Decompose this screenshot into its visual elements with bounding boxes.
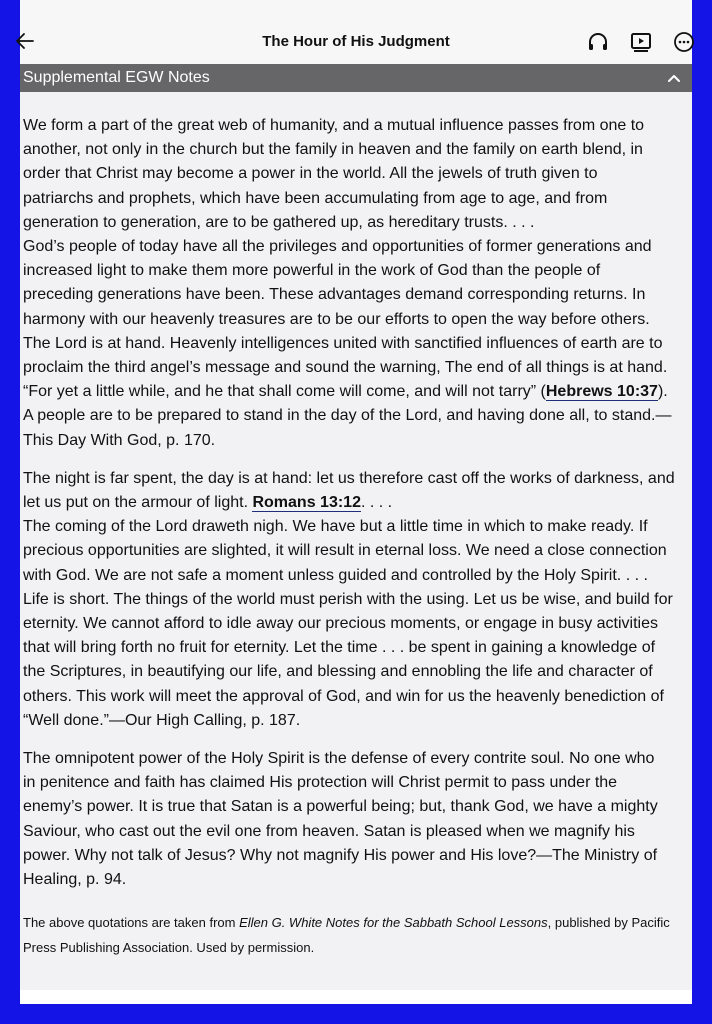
attribution-footnote xyxy=(23,910,689,960)
text-line: that will bring forth no fruit for eternity. Let the time . . . be spent in gaining a knowledge of xyxy=(23,639,656,657)
text-line: This Day With God, p. 170. xyxy=(23,431,216,449)
paragraph-3 xyxy=(23,747,689,892)
text-line: harmony with our heavenly treasures are to be our efforts to open the way before others. xyxy=(23,310,650,328)
text-line: The coming of the Lord draweth nigh. We have but a little time in which to make ready. If xyxy=(23,518,648,536)
text-line: preceding generations have been. These advantages demand corresponding returns. In xyxy=(23,286,646,304)
play-video-icon[interactable] xyxy=(629,30,653,54)
text-line: proclaim the third angel’s message and sound the warning, The end of all things is at hand. xyxy=(23,359,668,377)
text-line: generation to generation, are to be gathered up, as hereditary trusts. . . . xyxy=(23,213,535,231)
text-line: Press Publishing Association. Used by permission. xyxy=(23,940,315,956)
text-line: “Well done.”—Our High Calling, p. 187. xyxy=(23,711,301,729)
paragraph-1 xyxy=(23,114,689,453)
text-line: the Scriptures, in beautifying our life, and blessing and ennobling the life and character of xyxy=(23,663,653,681)
text-line: in penitence and faith has claimed His protection will Christ permit to pass under the xyxy=(23,774,618,792)
text-line: The night is far spent, the day is at hand: let us therefore cast off the works of darkness, and xyxy=(23,469,675,487)
text-line xyxy=(23,491,689,515)
text-line: The omnipotent power of the Holy Spirit is the defense of every contrite soul. No one who xyxy=(23,750,655,768)
text-run: , published by Pacific xyxy=(547,915,670,931)
text-line: with God. We are not safe a moment unless guided and controlled by the Holy Spirit. . . . xyxy=(23,566,648,584)
text-line: precious opportunities are slighted, it will result in eternal loss. We need a close connection xyxy=(23,542,667,560)
text-line xyxy=(23,380,689,404)
top-bar xyxy=(20,0,692,64)
page-title: The Hour of His Judgment xyxy=(262,33,450,50)
text-line: The Lord is at hand. Heavenly intelligences united with sanctified influences of earth are to xyxy=(23,334,663,352)
text-line xyxy=(23,910,689,935)
section-header[interactable] xyxy=(20,64,692,92)
text-line: increased light to make them more powerful in the work of God than the people of xyxy=(23,262,601,280)
chevron-up-icon[interactable] xyxy=(664,68,684,88)
book-title: Ellen G. White Notes for the Sabbath School Lessons xyxy=(239,915,548,931)
text-run: ). xyxy=(657,383,668,401)
text-line: Healing, p. 94. xyxy=(23,871,127,889)
paragraph-2 xyxy=(23,467,689,733)
text-line: Saviour, who cast out the evil one from heaven. Satan is pleased when we magnify his xyxy=(23,822,635,840)
text-run: The above quotations are taken from xyxy=(23,915,240,931)
text-line: another, not only in the church but the family in heaven and the family on earth blend, in xyxy=(23,141,643,159)
headphones-icon[interactable] xyxy=(586,30,610,54)
text-line: Life is short. The things of the world must perish with the using. Let us be wise, and build for xyxy=(23,590,673,608)
text-line: eternity. We cannot afford to idle away our precious moments, or engage in busy activities xyxy=(23,615,658,633)
text-line: power. Why not talk of Jesus? Why not magnify His power and His love?—The Ministry of xyxy=(23,846,658,864)
scripture-link-romans[interactable]: Romans 13:12 xyxy=(252,494,361,512)
app-window xyxy=(20,0,692,1004)
section-title: Supplemental EGW Notes xyxy=(23,69,210,86)
text-line: others. This work will meet the approval of God, and win for us the heavenly benediction of xyxy=(23,687,664,705)
bottom-strip xyxy=(20,990,692,1004)
text-line: A people are to be prepared to stand in the day of the Lord, and having done all, to stand.— xyxy=(23,407,672,425)
notes-content xyxy=(23,114,689,960)
text-line: We form a part of the great web of humanity, and a mutual influence passes from one to xyxy=(23,117,645,134)
text-line: God’s people of today have all the privileges and opportunities of former generations and xyxy=(23,238,652,256)
text-line: order that Christ may become a power in the world. All the jewels of truth given to xyxy=(23,165,598,183)
text-line: enemy’s power. It is true that Satan is a powerful being; but, thank God, we have a mighty xyxy=(23,798,658,816)
text-run: let us put on the armour of light. xyxy=(23,494,253,512)
more-options-icon[interactable] xyxy=(672,30,696,54)
text-run: “For yet a little while, and he that shall come will come, and will not tarry” ( xyxy=(23,383,546,401)
text-line: patriarchs and prophets, which have been accumulating from age to age, and from xyxy=(23,189,608,207)
text-run: . . . . xyxy=(360,494,393,512)
scripture-link-hebrews[interactable]: Hebrews 10:37 xyxy=(545,383,658,401)
